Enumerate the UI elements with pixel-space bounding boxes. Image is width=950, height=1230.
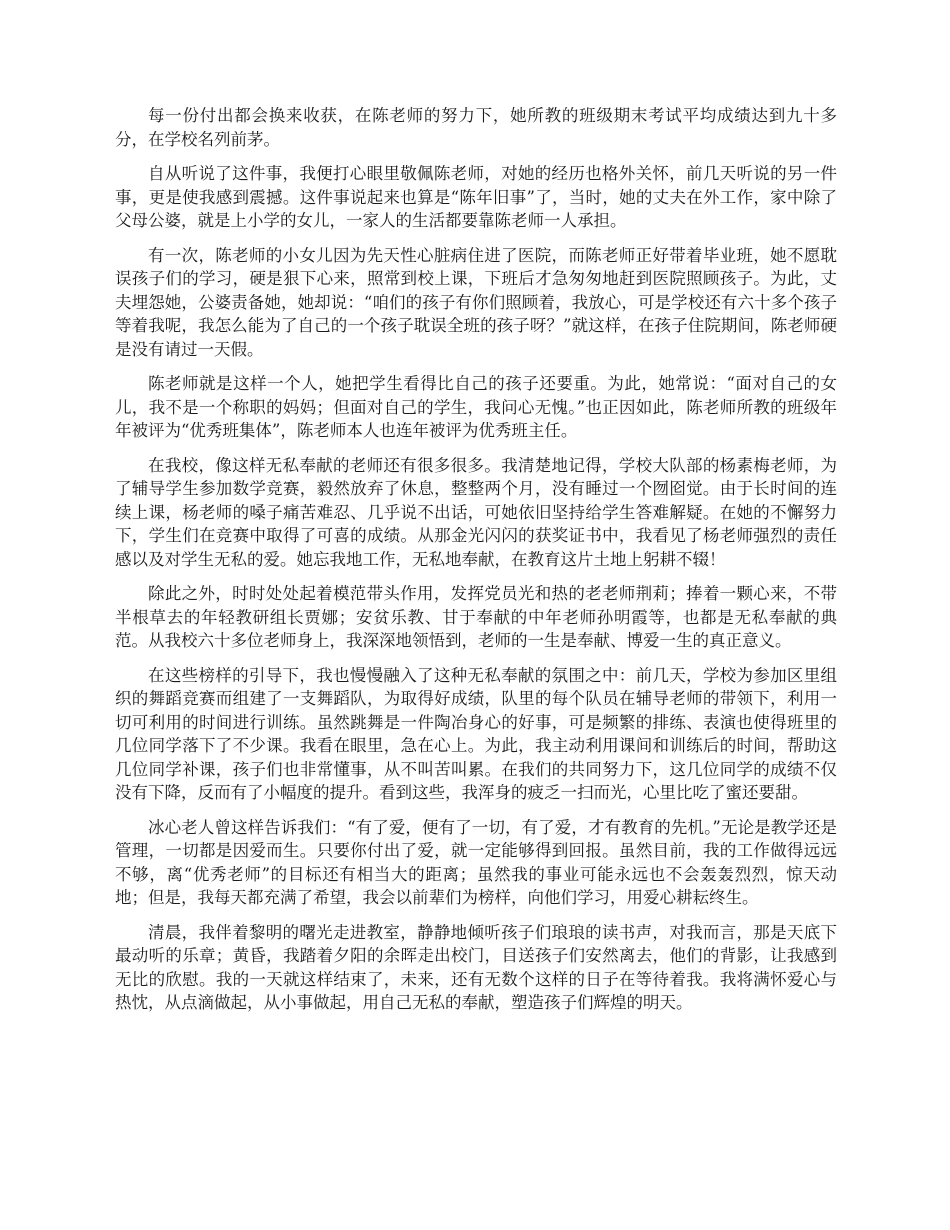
paragraph-4: 陈老师就是这样一个人，她把学生看得比自己的孩子还要重。为此，她常说：“面对自己的女儿，我不是一个称职的妈妈；但面对自己的学生，我问心无愧。”也正因如此，陈老师所教的班级年年被评为“优秀班集体”，陈老师本人也连年被评为优秀班主任。: [115, 374, 837, 440]
paragraph-8: 冰心老人曾这样告诉我们：“有了爱，便有了一切，有了爱，才有教育的先机。”无论是教学还是管理，一切都是因爱而生。只要你付出了爱，就一定能够得到回报。虽然目前，我的工作做得远远不够，离“优秀老师”的目标还有相当大的距离；虽然我的事业可能永远也不会轰轰烈烈，惊天动地；但是，我每天都充满了希望，我会以前辈们为榜样，向他们学习，用爱心耕耘终生。: [115, 817, 837, 907]
paragraph-1: 每一份付出都会换来收获，在陈老师的努力下，她所教的班级期末考试平均成绩达到九十多分，在学校名列前茅。: [115, 106, 837, 149]
paragraph-5: 在我校，像这样无私奉献的老师还有很多很多。我清楚地记得，学校大队部的杨素梅老师，为了辅导学生参加数学竞赛，毅然放弃了休息，整整两个月，没有睡过一个囫囵觉。由于长时间的连续上课，杨老师的嗓子痛苦难忍、几乎说不出话，可她依旧坚持给学生答难解疑。在她的不懈努力下，学生们在竞赛中取得了可喜的成绩。从那金光闪闪的获奖证书中，我看见了杨老师强烈的责任感以及对学生无私的爱。她忘我地工作，无私地奉献，在教育这片土地上躬耕不辍！: [115, 455, 837, 569]
document-body: [115, 104, 837, 1026]
paragraph-3: 有一次，陈老师的小女儿因为先天性心脏病住进了医院，而陈老师正好带着毕业班，她不愿耽误孩子们的学习，硬是狠下心来，照常到校上课，下班后才急匆匆地赶到医院照顾孩子。为此，丈夫埋怨她，公婆责备她，她却说：“咱们的孩子有你们照顾着，我放心，可是学校还有六十多个孩子等着我呢，我怎么能为了自己的一个孩子耽误全班的孩子呀？”就这样，在孩子住院期间，陈老师硬是没有请过一天假。: [115, 245, 837, 359]
paragraph-7: 在这些榜样的引导下，我也慢慢融入了这种无私奉献的氛围之中：前几天，学校为参加区里组织的舞蹈竞赛而组建了一支舞蹈队，为取得好成绩，队里的每个队员在辅导老师的带领下，利用一切可利用的时间进行训练。虽然跳舞是一件陶冶身心的好事，可是频繁的排练、表演也使得班里的几位同学落下了不少课。我看在眼里，急在心上。为此，我主动利用课间和训练后的时间，帮助这几位同学补课，孩子们也非常懂事，从不叫苦叫累。在我们的共同努力下，这几位同学的成绩不仅没有下降，反而有了小幅度的提升。看到这些，我浑身的疲乏一扫而光，心里比吃了蜜还要甜。: [115, 665, 837, 802]
paragraph-2: 自从听说了这件事，我便打心眼里敬佩陈老师，对她的经历也格外关怀，前几天听说的另一件事，更是使我感到震撼。这件事说起来也算是“陈年旧事”了，当时，她的丈夫在外工作，家中除了父母公婆，就是上小学的女儿，一家人的生活都要靠陈老师一人承担。: [115, 164, 837, 230]
paragraph-9: 清晨，我伴着黎明的曙光走进教室，静静地倾听孩子们琅琅的读书声，对我而言，那是天底下最动听的乐章；黄昏，我踏着夕阳的余晖走出校门，目送孩子们安然离去，他们的背影，让我感到无比的欣慰。我的一天就这样结束了，未来，还有无数个这样的日子在等待着我。我将满怀爱心与热忱，从点滴做起，从小事做起，用自己无私的奉献，塑造孩子们辉煌的明天。: [115, 922, 837, 1012]
paragraph-6: 除此之外，时时处处起着模范带头作用，发挥党员光和热的老老师荆莉；捧着一颗心来，不带半根草去的年轻教研组长贾娜；安贫乐教、甘于奉献的中年老师孙明霞等，也都是无私奉献的典范。从我校六十多位老师身上，我深深地领悟到，老师的一生是奉献、博爱一生的真正意义。: [115, 584, 837, 650]
